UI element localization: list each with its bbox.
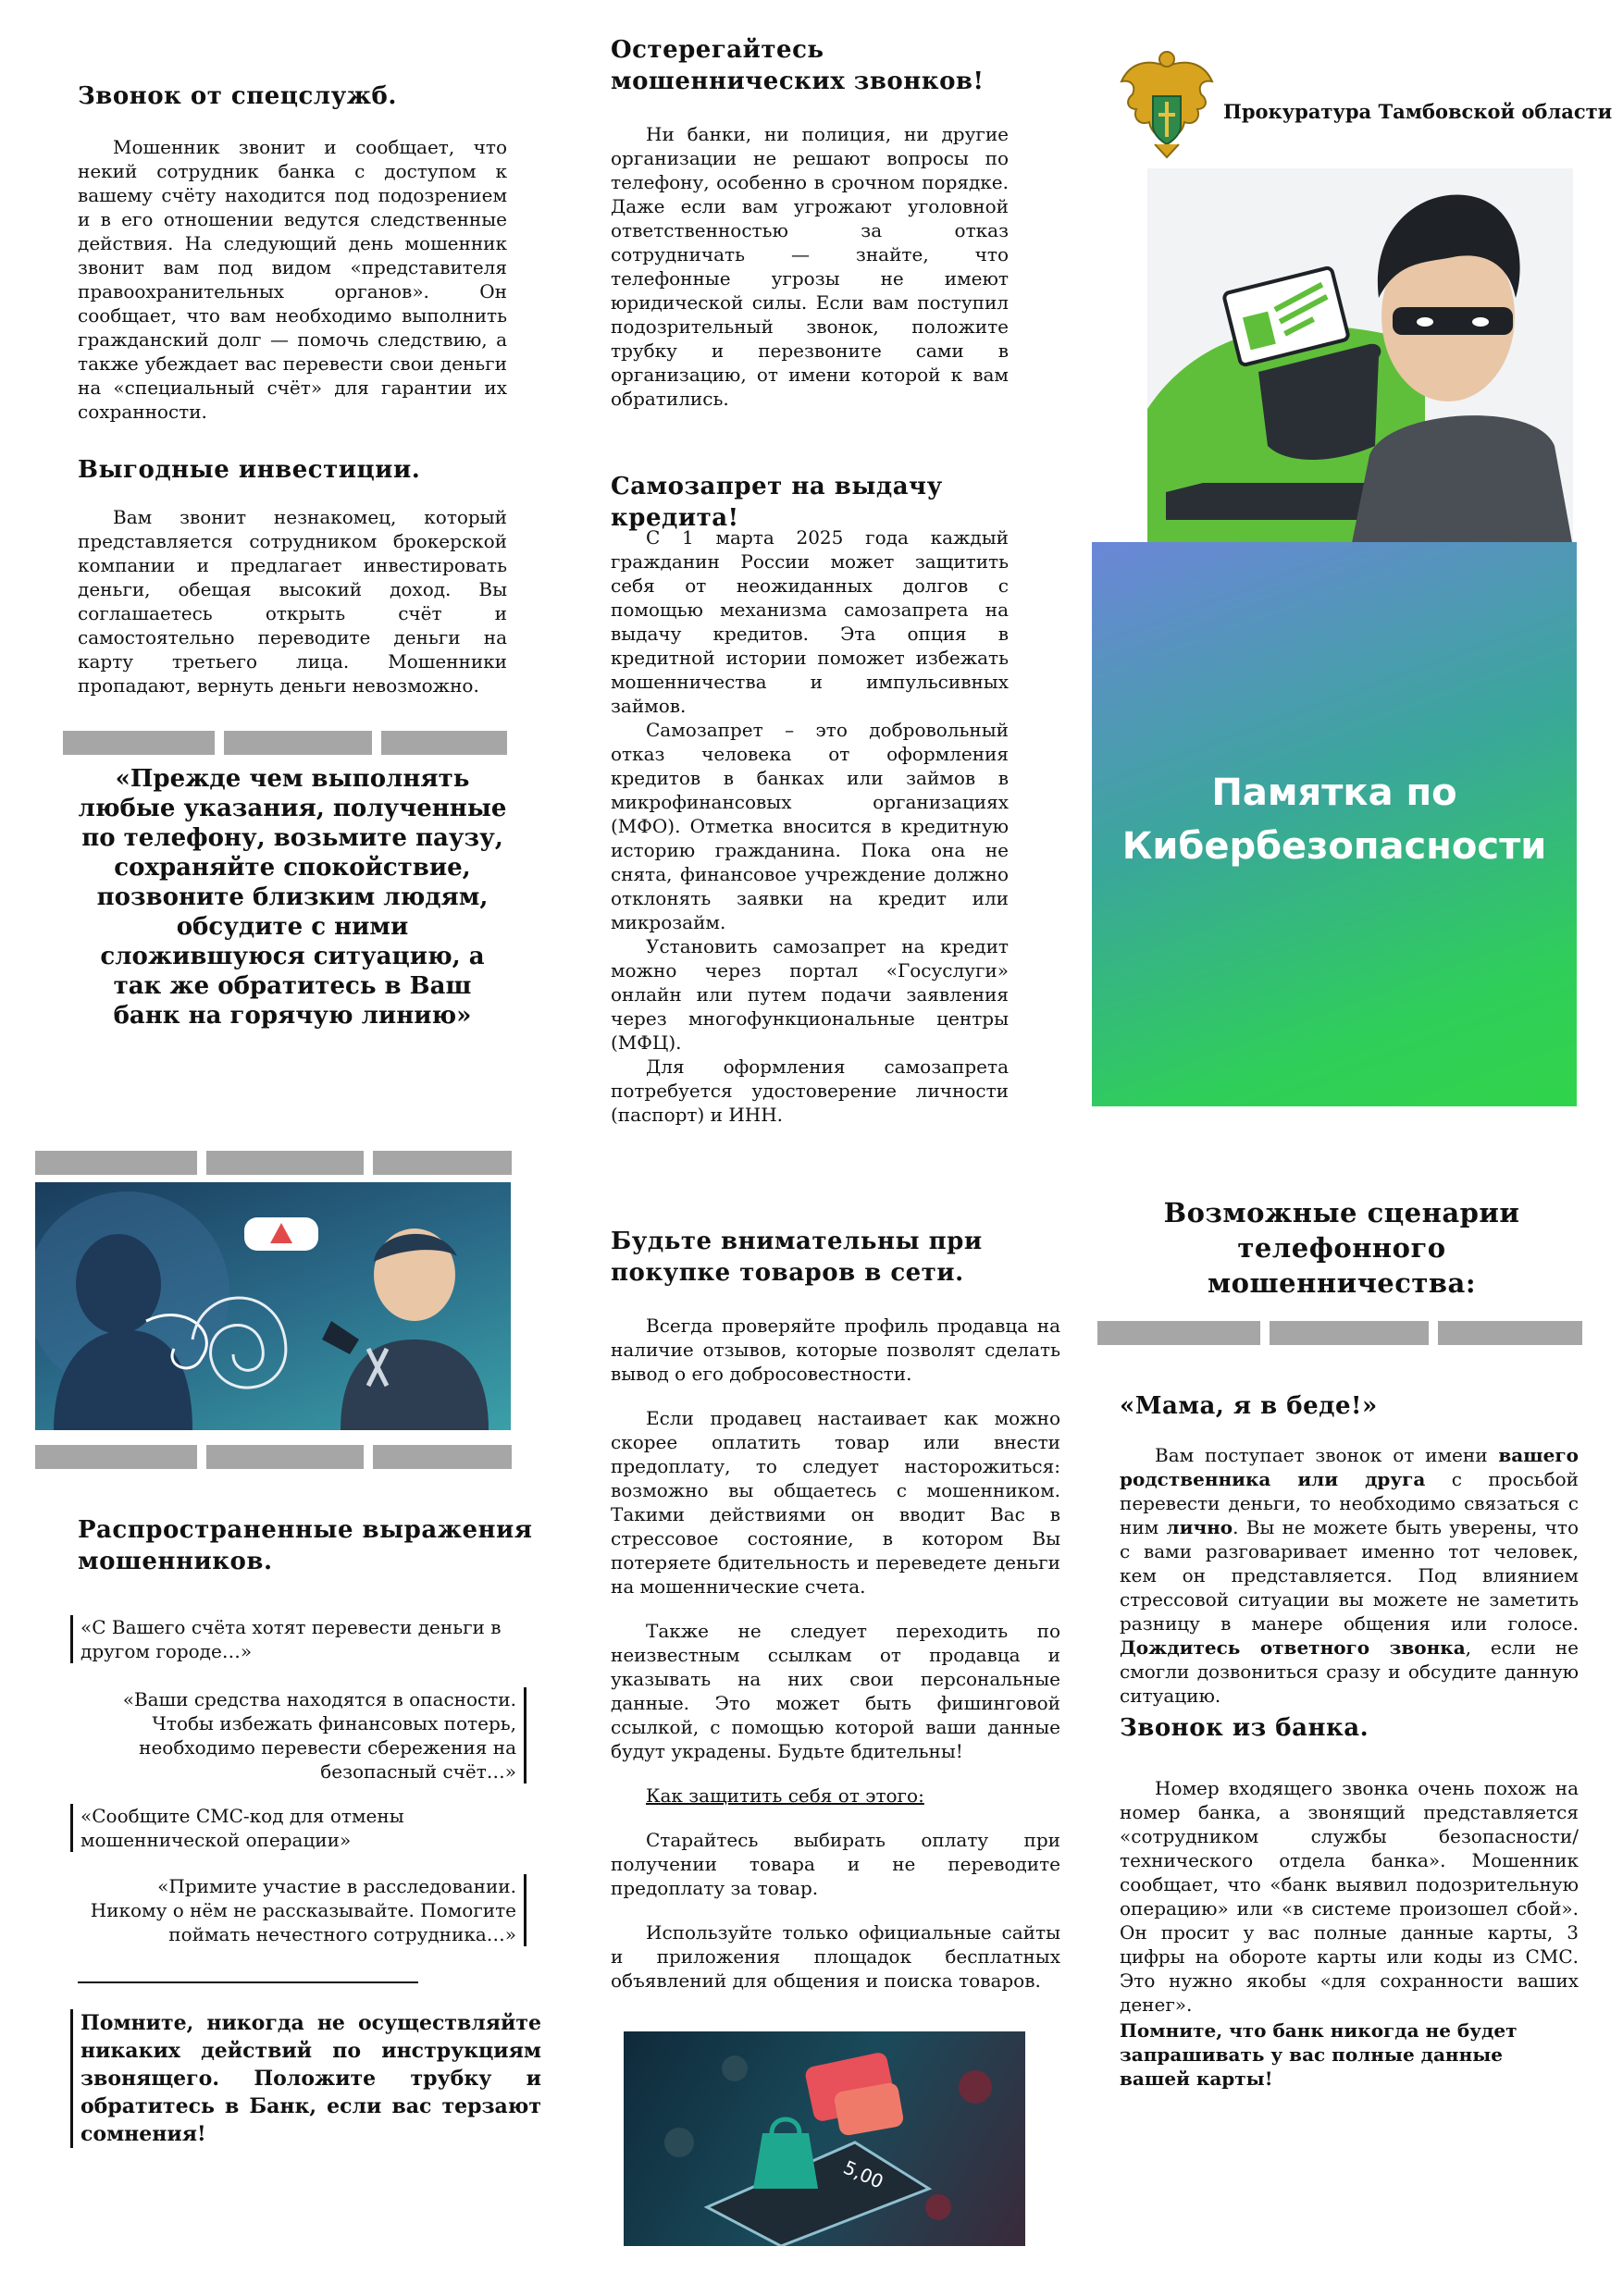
heading-profitable-investments: Выгодные инвестиции.: [78, 456, 421, 484]
subhead-protect-yourself: Как защитить себя от этого:: [646, 1784, 924, 1807]
final-warning: Помните, никогда не осуществляйте никаких действий по инструкциям звонящего. Положите трубку и обратитесь в Банк, если вас терзают сомнения!: [70, 2009, 541, 2148]
text-beware-scam-calls: Ни банки, ни полиция, ни другие организации не решают вопросы по телефону, особенно в срочном порядке. Даже если вам угрожают уголовной ответственностью за отказ сотрудничать — знайте, что телефонные угрозы не имеют юридической силы. Если вам поступил подозрительный звонок, положите трубку и перезвоните сами в организацию, от имени которой к вам обратились.: [611, 123, 1009, 410]
hacker-illustration: [1147, 168, 1573, 548]
heading-fraud-scenarios: Возможные сценарии телефонного мошенничества:: [1163, 1197, 1520, 1299]
phrase-4: «Примите участие в расследовании. Никому о нём не рассказывайте. Помогите поймать нечестного сотрудника…»: [78, 1874, 527, 1946]
heading-credit-self-ban: Самозапрет на выдачу кредита!: [611, 473, 943, 532]
divider-bars: [63, 731, 507, 755]
heading-online-shopping: Будьте внимательны при покупке товаров в сети.: [611, 1228, 983, 1287]
separator-line: [78, 1981, 418, 1983]
divider-bars-top: [35, 1151, 512, 1175]
cover-title: Памятка по Кибербезопасности: [1121, 772, 1547, 868]
divider-bars-right: [1097, 1321, 1582, 1345]
text-mom-in-trouble: Вам поступает звонок от имени вашего родственника или друга с просьбой перевести деньги, то необходимо связаться с ним лично. Вы не можете быть уверены, что с вами разговаривает именно тот человек, кем он представляется. Под влиянием стрессовой ситуации вы можете не заметить разницу в манере общения или голосе. Дождитесь ответного звонка, если не смогли дозвониться сразу и обсудите данную ситуацию.: [1120, 1444, 1580, 1707]
organization-name: Прокуратура Тамбовской области: [1223, 100, 1613, 123]
phrase-1: «С Вашего счёта хотят перевести деньги в другом городе…»: [70, 1615, 515, 1663]
text-profitable-investments: Вам звонит незнакомец, который представляется сотрудником брокерской компании и предлагает инвестировать деньги, обещая высокий доход. Вы соглашаетесь открыть счёт и самостоятельно переводите деньги на карту третьего лица. Мошенники пропадают, вернуть деньги невозможно.: [78, 506, 507, 697]
heading-special-services-call: Звонок от спецслужб.: [78, 82, 397, 110]
divider-bars-bottom: [35, 1445, 512, 1469]
phone-price-label: 5,00: [839, 2155, 887, 2193]
heading-scammer-phrases: Распространенные выражения мошенников.: [78, 1516, 533, 1575]
text-credit-self-ban: С 1 марта 2025 года каждый гражданин России может защитить себя от неожиданных долгов с помощью механизма самозапрета на выдачу кредитов. Эта опция в кредитной истории поможет избежать мошенничества и импульсивных займов. Самозапрет – это добровольный отказ человека от оформления кредитов в банках или займов в микрофинансовых организациях (МФО). Отметка вносится в кредитную историю гражданина. Пока она не снята, финансовое учреждение должно отклонять заявки на кредит или микрозайм. Установить самозапрет на кредит можно через портал «Госуслуги» онлайн или путем подачи заявления через многофункциональные центры (МФЦ). Для оформления самозапрета потребуется удостоверение личности (паспорт) и ИНН.: [611, 526, 1009, 1126]
text-special-services-call: Мошенник звонит и сообщает, что некий сотрудник банка с доступом к вашему счёту находится под подозрением и в его отношении ведутся следственные действия. На следующий день мошенник звонит вам под видом «представителя правоохранительных органов». Он сообщает, что вам необходимо выполнить гражданский долг — помочь следствию, а также убеждает вас перевести свои деньги на «специальный счёт» для гарантии их сохранности.: [78, 136, 507, 423]
phone-scam-illustration: [35, 1182, 511, 1430]
online-shopping-illustration: [624, 2031, 1025, 2246]
heading-bank-call: Звонок из банка.: [1120, 1714, 1369, 1742]
text-bank-call: Номер входящего звонка очень похож на номер банка, а звонящий представляется «сотрудником службы безопасности/ технического отдела банка». Мошенник сообщает, что «банк выявил подозрительную операцию» или «в системе произошел сбой». Он просит у вас полные данные карты, 3 цифры на обороте карты или коды из СМС. Это нужно якобы «для сохранности ваших денег».: [1120, 1777, 1579, 2016]
bank-warning: Помните, что банк никогда не будет запрашивать у вас полные данные вашей карты!: [1120, 2019, 1518, 2090]
heading-mom-in-trouble: «Мама, я в беде!»: [1120, 1392, 1378, 1420]
cover-banner: [1092, 542, 1577, 1106]
text-online-shopping: Всегда проверяйте профиль продавца на наличие отзывов, которые позволят сделать вывод о его добросовестности. Если продавец настаивает как можно скорее оплатить товар или внести предоплату, то следует насторожиться: возможно вы общаетесь с мошенником. Такими действиями он вводит Вас в стрессовое состояние, в котором Вы потеряете бдительность и переведете деньги на мошеннические счета. Также не следует переходить по неизвестным ссылкам от продавца и указывать на них свои персональные данные. Это может быть фишинговой ссылкой, с помощью которой ваши данные будут украдены. Будьте бдительны! Как защитить себя от этого: Старайтесь выбирать оплату при получении товара и не переводите предоплату за товар. Используйте только официальные сайты и приложения площадок бесплатных объявлений для общения и поиска товаров.: [611, 1315, 1060, 1992]
phrase-3: «Сообщите СМС-код для отмены мошеннической операции»: [70, 1804, 478, 1852]
coat-of-arms-emblem: [1118, 48, 1216, 163]
phrase-2: «Ваши средства находятся в опасности. Чтобы избежать финансовых потерь, необходимо перевести сбережения на безопасный счёт…»: [113, 1687, 527, 1784]
pull-quote: «Прежде чем выполнять любые указания, полученные по телефону, возьмите паузу, сохраняйте спокойствие, позвоните близким людям, обсудите с ними сложившуюся ситуацию, а так же обратитесь в Ваш банк на горячую линию»: [78, 765, 507, 1030]
heading-beware-scam-calls: Остерегайтесь мошеннических звонков!: [611, 36, 985, 95]
